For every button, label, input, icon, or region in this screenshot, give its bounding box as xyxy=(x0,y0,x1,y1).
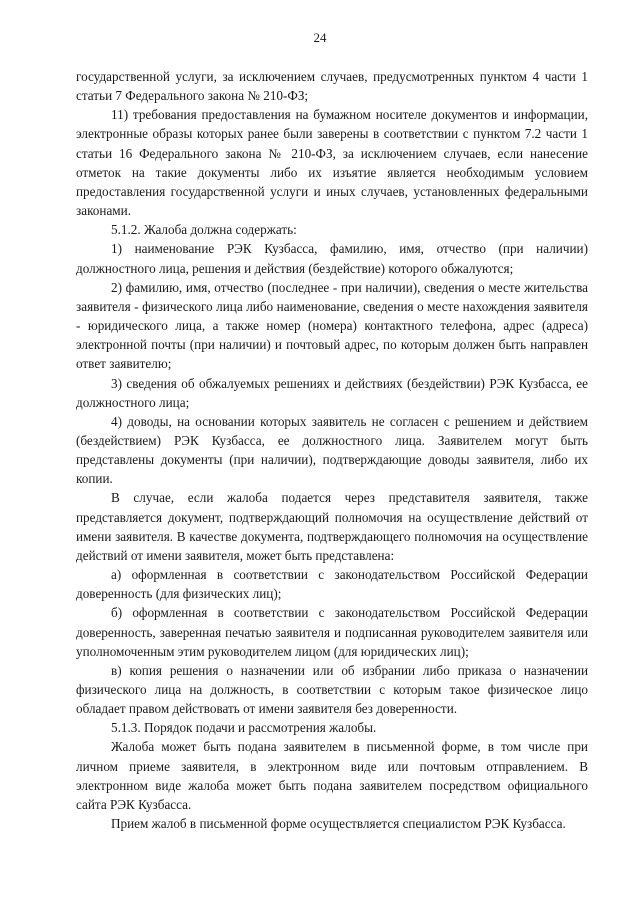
paragraph-item-a: а) оформленная в соответствии с законодательством Российской Федерации доверенность (для физических лиц); xyxy=(76,567,588,602)
paragraph-item-b: б) оформленная в соответствии с законодательством Российской Федерации доверенность, заверенная печатью заявителя и подписанная руководителем заявителя или уполномоченным этим руководителем лицом (для юридических лиц); xyxy=(76,605,588,659)
document-body xyxy=(76,67,588,833)
paragraph-reception: Прием жалоб в письменной форме осуществляется специалистом РЭК Кузбасса. xyxy=(111,816,566,832)
paragraph-representative: В случае, если жалоба подается через представителя заявителя, также представляется документ, подтверждающий полномочия на осуществление действий от имени заявителя. В качестве документа, подтверждающего полномочия на осуществление действий от имени заявителя, может быть представлена: xyxy=(76,490,588,563)
paragraph-item-1: 1) наименование РЭК Кузбасса, фамилию, имя, отчество (при наличии) должностного лица, решения и действия (бездействие) которого обжалуются; xyxy=(76,241,588,276)
paragraph-item-v: в) копия решения о назначении или об избрании либо приказа о назначении физического лица на должность, в соответствии с которым такое физическое лицо обладает правом действовать от имени заявителя без доверенности. xyxy=(76,662,588,717)
section-heading-5-1-3: 5.1.3. Порядок подачи и рассмотрения жалобы. xyxy=(111,720,377,736)
paragraph-item-4: 4) доводы, на основании которых заявитель не согласен с решением и действием (бездействием) РЭК Кузбасса, ее должностного лица. Заявителем могут быть представлены документы (при наличии), подтверждающие доводы заявителя, либо их копии. xyxy=(76,413,588,487)
paragraph-item-2: 2) фамилию, имя, отчество (последнее - при наличии), сведения о месте жительства заявителя - физического лица либо наименование, сведения о месте нахождения заявителя - юридического лица, а также номер (номера) контактного телефона, адрес (адреса) электронной почты (при наличии) и почтовый адрес, по которым должен быть направлен ответ заявителю; xyxy=(76,279,588,372)
page-number: 24 xyxy=(313,30,327,45)
paragraph-submission: Жалоба может быть подана заявителем в письменной форме, в том числе при личном приеме заявителя, в электронном виде или почтовым отправлением. В электронном виде жалоба может быть подана заявителем посредством официального сайта РЭК Кузбасса. xyxy=(76,739,588,812)
paragraph-item-3: 3) сведения об обжалуемых решениях и действиях (бездействии) РЭК Кузбасса, ее должностного лица; xyxy=(76,375,588,410)
paragraph-continuation: государственной услуги, за исключением случаев, предусмотренных пунктом 4 части 1 статьи 7 Федерального закона № 210-ФЗ; xyxy=(76,69,588,104)
paragraph-item-11: 11) требования предоставления на бумажном носителе документов и информации, электронные образы которых ранее были заверены в соответствии с пунктом 7.2 части 1 статьи 16 Федерального закона № 210-ФЗ, за исключением случаев, если нанесение отметок на такие документы либо их изъятие является необходимым условием предоставления государственной услуги и иных случаев, установленных федеральными законами. xyxy=(76,107,588,219)
section-heading-5-1-2: 5.1.2. Жалоба должна содержать: xyxy=(111,222,297,238)
